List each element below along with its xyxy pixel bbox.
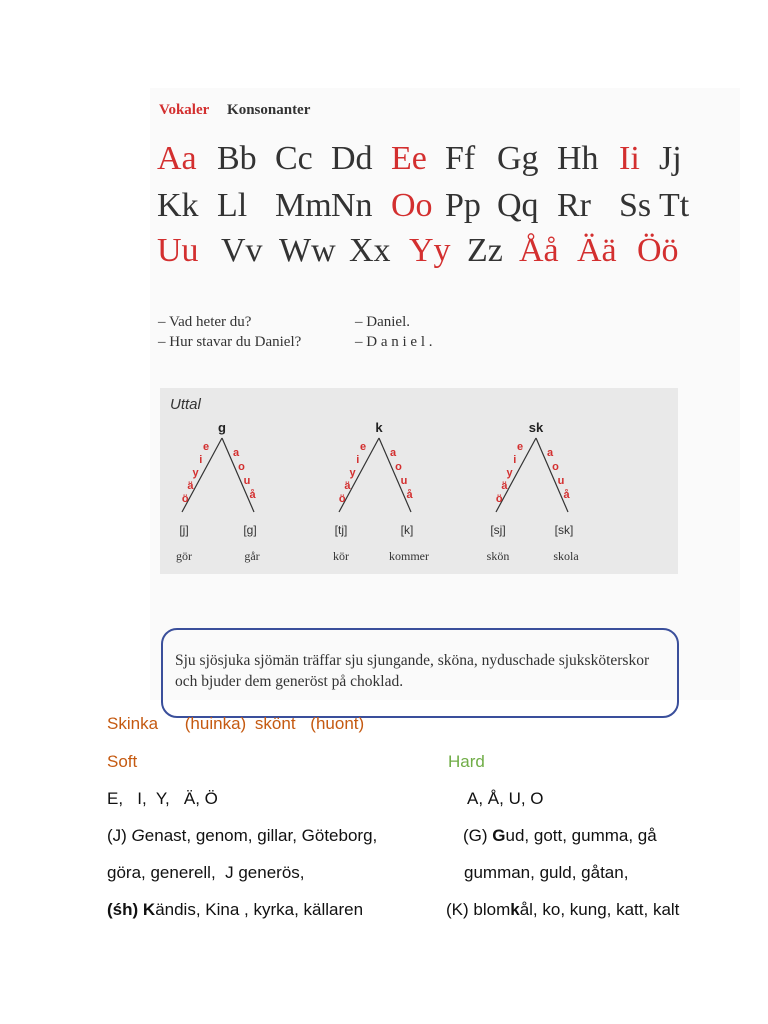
consonant-letter: Vv	[221, 232, 263, 269]
soft-vowel-label: e	[516, 441, 524, 453]
soft-line-3-sh: (śh)	[107, 900, 139, 919]
soft-vowel-label: ö	[181, 493, 189, 505]
diagram-head-letter: sk	[528, 420, 544, 435]
tongue-twister-line-1: Sju sjösjuka sjömän träffar sju sjungande, sköna, nyduschade sjuksköterskor	[175, 652, 650, 669]
consonant-letter: Ff	[445, 140, 476, 177]
pronunciation-diagrams	[160, 388, 678, 574]
soft-line-3-k: K	[142, 900, 156, 919]
dialog-answer-2: – D a n i e l .	[355, 334, 433, 350]
consonant-letter: Nn	[331, 187, 373, 224]
soft-label: Soft	[107, 752, 138, 771]
consonant-letter: Rr	[557, 187, 591, 224]
hard-line-3-b: ål, ko, kung, katt, kalt	[519, 900, 680, 919]
dialog-question-1: – Vad heter du?	[158, 314, 252, 330]
hard-sound-label: [sk]	[554, 523, 574, 537]
hard-sound-label: [g]	[243, 523, 257, 537]
consonant-letter: Jj	[659, 140, 682, 177]
hard-vowel-label: o	[238, 461, 245, 473]
skinka-word: Skinka	[107, 714, 159, 733]
consonant-letter: Mm	[275, 187, 332, 224]
soft-example-word: kör	[333, 549, 349, 563]
soft-vowel-label: y	[506, 467, 513, 479]
consonant-letter: Tt	[659, 187, 690, 224]
consonant-letter: Zz	[467, 232, 503, 269]
soft-vowel-label: y	[192, 467, 199, 479]
consonants-heading: Konsonanter	[227, 102, 311, 118]
hard-vowel-label: a	[546, 447, 554, 459]
soft-sound-label: [tj]	[334, 523, 348, 537]
soft-vowel-label: i	[199, 454, 203, 466]
soft-vowel-label: e	[359, 441, 367, 453]
soft-vowel-label: y	[349, 467, 356, 479]
consonant-letter: Kk	[157, 187, 199, 224]
consonant-letter: Pp	[445, 187, 481, 224]
vowel-letter: Åå	[519, 232, 559, 269]
hard-line-1-prefix: (G)	[463, 826, 493, 845]
hard-vowel-label: u	[400, 475, 408, 487]
hard-vowel-label: u	[557, 475, 565, 487]
consonant-letter: Hh	[557, 140, 599, 177]
hard-vowel-label: u	[243, 475, 251, 487]
hard-line-2: gumman, guld, gåtan,	[464, 863, 629, 882]
vowel-letter: Yy	[409, 232, 451, 269]
soft-vowel-label: ä	[501, 480, 508, 492]
consonant-letter: Qq	[497, 187, 539, 224]
consonant-letter: Ll	[217, 187, 248, 224]
hard-vowel-label: å	[249, 489, 256, 501]
consonant-letter: Gg	[497, 140, 539, 177]
diagram-head-letter: g	[218, 420, 226, 435]
hard-vowel-label: å	[406, 489, 413, 501]
hard-line-1	[463, 826, 657, 846]
hard-vowels: A, Å, U, O	[467, 789, 544, 808]
soft-vowel-label: e	[202, 441, 210, 453]
hard-vowel-label: a	[232, 447, 240, 459]
vowel-letter: Ii	[619, 140, 640, 177]
vowel-letter: Öö	[637, 232, 679, 269]
tongue-twister-box	[161, 628, 679, 718]
consonant-letter: Xx	[349, 232, 391, 269]
hard-vowel-label: o	[552, 461, 559, 473]
hard-example-word: går	[244, 549, 260, 563]
skont-word: skönt	[254, 714, 296, 733]
hard-example-word: kommer	[389, 549, 429, 563]
dialog-question-2: – Hur stavar du Daniel?	[158, 334, 302, 350]
soft-vowel-label: ä	[187, 480, 194, 492]
pronunciation-title: Uttal	[170, 396, 201, 413]
soft-line-1-prefix: (J)	[107, 826, 132, 845]
soft-vowel-label: i	[356, 454, 360, 466]
soft-line-1	[107, 826, 377, 846]
hard-sound-label: [k]	[400, 523, 414, 537]
hard-line-3-a: (K) blom	[446, 900, 511, 919]
soft-vowel-label: i	[513, 454, 517, 466]
soft-line-3-rest: ändis, Kina , kyrka, källaren	[155, 900, 364, 919]
hard-example-word: skola	[553, 549, 579, 563]
hard-vowel-label: o	[395, 461, 402, 473]
soft-vowels: E, I, Y, Ä, Ö	[107, 789, 218, 808]
hard-label: Hard	[448, 752, 485, 771]
vowels-heading: Vokaler	[159, 102, 210, 118]
soft-vowel-label: ä	[344, 480, 351, 492]
diagram-head-letter: k	[375, 420, 383, 435]
skinka-pronunciation: (huinka)	[184, 714, 247, 733]
consonant-letter: Ss	[619, 187, 652, 224]
soft-example-word: gör	[176, 549, 192, 563]
hard-line-1-g: G	[492, 826, 506, 845]
soft-line-3	[107, 900, 363, 920]
skinka-note	[107, 714, 364, 734]
vowel-letter: Uu	[157, 232, 199, 269]
dialog-answer-1: – Daniel.	[355, 314, 410, 330]
vowel-letter: Oo	[391, 187, 433, 224]
soft-line-2: göra, generell, J generös,	[107, 863, 305, 882]
hard-line-3	[446, 900, 679, 920]
vowel-letter: Aa	[157, 140, 197, 177]
tongue-twister-text	[175, 650, 675, 692]
page-heading	[159, 102, 310, 119]
consonant-letter: Ww	[279, 232, 336, 269]
hard-vowel-label: a	[389, 447, 397, 459]
vowel-letter: Ää	[577, 232, 617, 269]
hard-vowel-label: å	[563, 489, 570, 501]
soft-line-1-rest: enast, genom, gillar, Göteborg,	[144, 826, 378, 845]
pronunciation-panel	[160, 388, 678, 574]
vowel-letter: Ee	[391, 140, 427, 177]
tongue-twister-line-2: och bjuder dem generöst på choklad.	[175, 673, 404, 690]
soft-vowel-label: ö	[495, 493, 503, 505]
consonant-letter: Cc	[275, 140, 313, 177]
soft-sound-label: [j]	[179, 523, 189, 537]
skont-pronunciation: (huont)	[310, 714, 365, 733]
soft-sound-label: [sj]	[490, 523, 506, 537]
soft-line-1-g: G	[131, 826, 145, 845]
soft-vowel-label: ö	[338, 493, 346, 505]
consonant-letter: Bb	[217, 140, 257, 177]
soft-example-word: skön	[486, 549, 510, 563]
consonant-letter: Dd	[331, 140, 373, 177]
hard-line-3-k: k	[510, 900, 520, 919]
hard-line-1-rest: ud, gott, gumma, gå	[505, 826, 657, 845]
